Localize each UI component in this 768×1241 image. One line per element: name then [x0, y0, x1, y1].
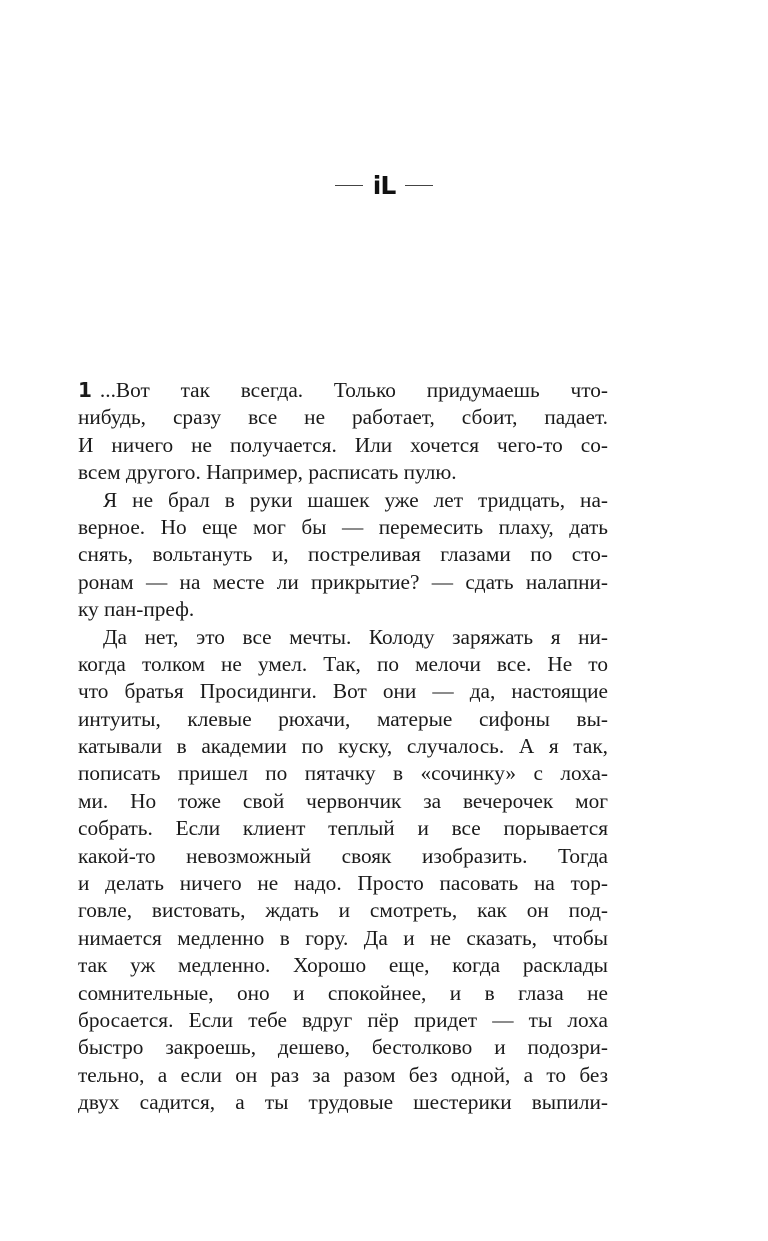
text-line: бросается. Если тебе вдруг пёр придет — ты лоха [78, 1007, 608, 1032]
text-line: ку пан-преф. [78, 597, 195, 622]
text-line: когда толком не умел. Так, по мелочи все. Не то [78, 651, 608, 676]
chapter-number: 1 [78, 378, 92, 402]
text-line: говле, вистовать, ждать и смотреть, как он под- [78, 898, 608, 923]
text-line: ронам — на месте ли прикрытие? — сдать налапни- [78, 569, 608, 594]
text-line: всем другого. Например, расписать пулю. [78, 460, 457, 485]
text-line: Да нет, это все мечты. Колоду заряжать я ни- [103, 624, 608, 649]
publisher-logo: iL [372, 170, 396, 200]
text-line: что братья Просидинги. Вот они — да, настоящие [78, 679, 608, 704]
text-line: быстро закроешь, дешево, бестолково и подозри- [78, 1035, 608, 1060]
paragraph-1 [78, 377, 608, 487]
paragraph-2 [78, 487, 608, 624]
text-line: тельно, а если он раз за разом без одной, а то без [78, 1062, 608, 1087]
text-line: И ничего не получается. Или хочется чего-то со- [78, 432, 608, 457]
text-line: какой-то невозможный свояк изобразить. Тогда [78, 843, 608, 868]
text-line: интуиты, клевые рюхачи, матерые сифоны вы- [78, 706, 608, 731]
text-line: двух садится, а ты трудовые шестерики выпили- [78, 1090, 608, 1115]
text-line: снять, вольтануть и, постреливая глазами по сто- [78, 542, 608, 567]
body-text [78, 377, 608, 1117]
page-header [0, 170, 768, 200]
text-line: верное. Но еще мог бы — перемесить плаху, дать [78, 514, 608, 539]
text-line: собрать. Если клиент теплый и все порывается [78, 816, 608, 841]
left-rule [335, 185, 363, 186]
text-line: пописать пришел по пятачку в «сочинку» с лоха- [78, 761, 608, 786]
paragraph-3 [78, 624, 608, 1117]
text-line: и делать ничего не надо. Просто пасовать на тор- [78, 871, 608, 896]
text-line: 1 ...Вот так всегда. Только придумаешь что- [78, 378, 608, 402]
text-line: сомнительные, оно и спокойнее, и в глаза не [78, 980, 608, 1005]
text-line: нибудь, сразу все не работает, сбоит, падает. [78, 405, 608, 430]
text-line: катывали в академии по куску, случалось. А я так, [78, 734, 608, 759]
right-rule [405, 185, 433, 186]
text-line: так уж медленно. Хорошо еще, когда расклады [78, 953, 608, 978]
text-line: ми. Но тоже свой червончик за вечерочек мог [78, 788, 608, 813]
text-line: Я не брал в руки шашек уже лет тридцать, на- [103, 487, 608, 512]
text-line: нимается медленно в гору. Да и не сказать, чтобы [78, 925, 608, 950]
